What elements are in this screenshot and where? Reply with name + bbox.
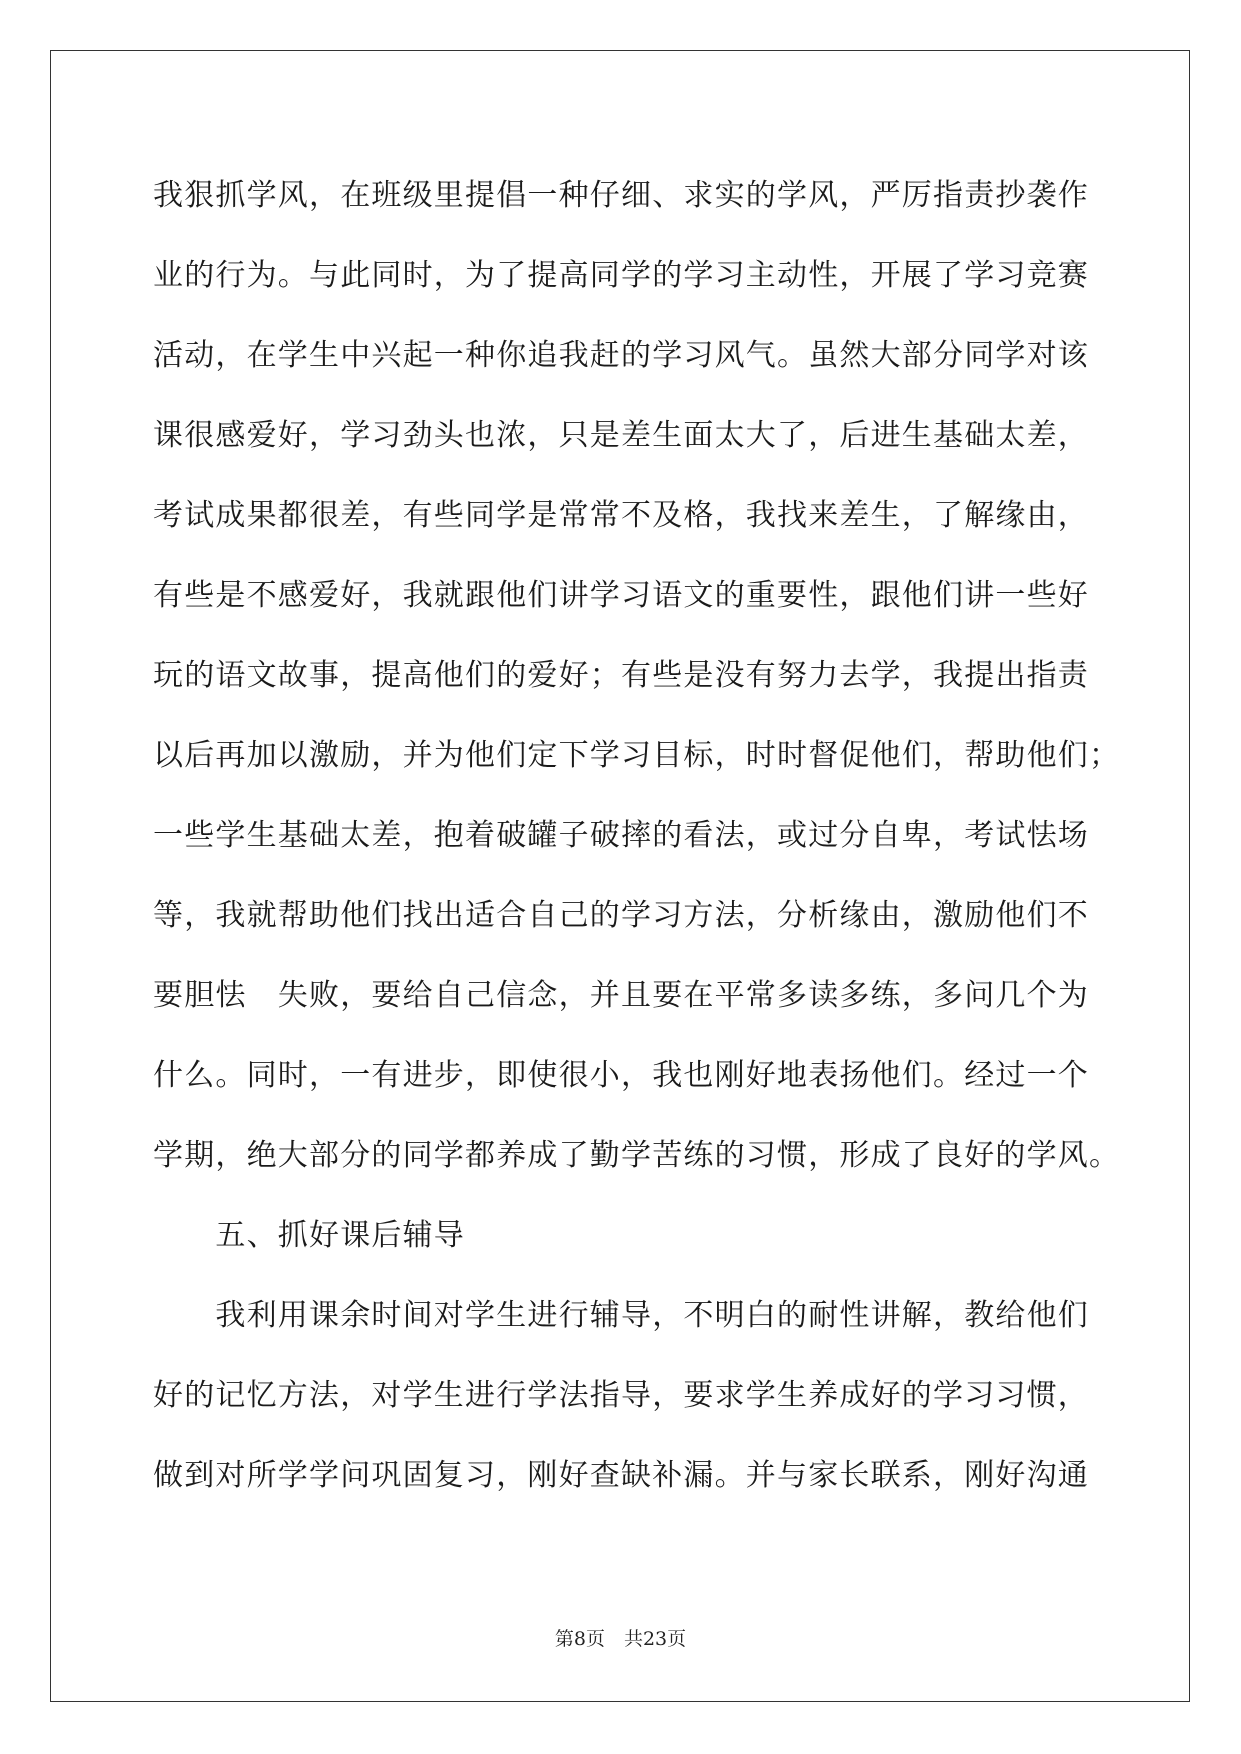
page-number-footer: 第8页 共23页: [554, 1628, 687, 1650]
text-line: 我利用课余时间对学生进行辅导，不明白的耐性讲解，教给他们: [153, 1298, 1089, 1333]
page-border: [50, 50, 1190, 1702]
text-line: 做到对所学学问巩固复习，刚好查缺补漏。并与家长联系，刚好沟通: [153, 1458, 1089, 1493]
text-line: 等，我就帮助他们找出适合自己的学习方法，分析缘由，激励他们不: [153, 898, 1089, 933]
text-line: 业的行为。与此同时，为了提高同学的学习主动性，开展了学习竞赛: [153, 258, 1089, 293]
text-line: 好的记忆方法，对学生进行学法指导，要求学生养成好的学习习惯，: [153, 1378, 1089, 1413]
section-heading: 五、抓好课后辅导: [153, 1218, 465, 1253]
text-line: 什么。同时，一有进步，即使很小，我也刚好地表扬他们。经过一个: [153, 1058, 1089, 1093]
text-line: 要胆怯 失败，要给自己信念，并且要在平常多读多练，多问几个为: [153, 978, 1089, 1013]
text-line: 玩的语文故事，提高他们的爱好；有些是没有努力去学，我提出指责: [153, 658, 1089, 693]
text-line: 活动，在学生中兴起一种你追我赶的学习风气。虽然大部分同学对该: [153, 338, 1089, 373]
text-line: 以后再加以激励，并为他们定下学习目标，时时督促他们，帮助他们；: [153, 738, 1121, 773]
text-line: 一些学生基础太差，抱着破罐子破摔的看法，或过分自卑，考试怯场: [153, 818, 1089, 853]
text-line: 我狠抓学风，在班级里提倡一种仔细、求实的学风，严厉指责抄袭作: [153, 178, 1089, 213]
text-line: 考试成果都很差，有些同学是常常不及格，我找来差生，了解缘由，: [153, 498, 1089, 533]
text-line: 有些是不感爱好，我就跟他们讲学习语文的重要性，跟他们讲一些好: [153, 578, 1089, 613]
text-line: 课很感爱好，学习劲头也浓，只是差生面太大了，后进生基础太差，: [153, 418, 1089, 453]
text-line: 学期，绝大部分的同学都养成了勤学苦练的习惯，形成了良好的学风。: [153, 1138, 1121, 1173]
